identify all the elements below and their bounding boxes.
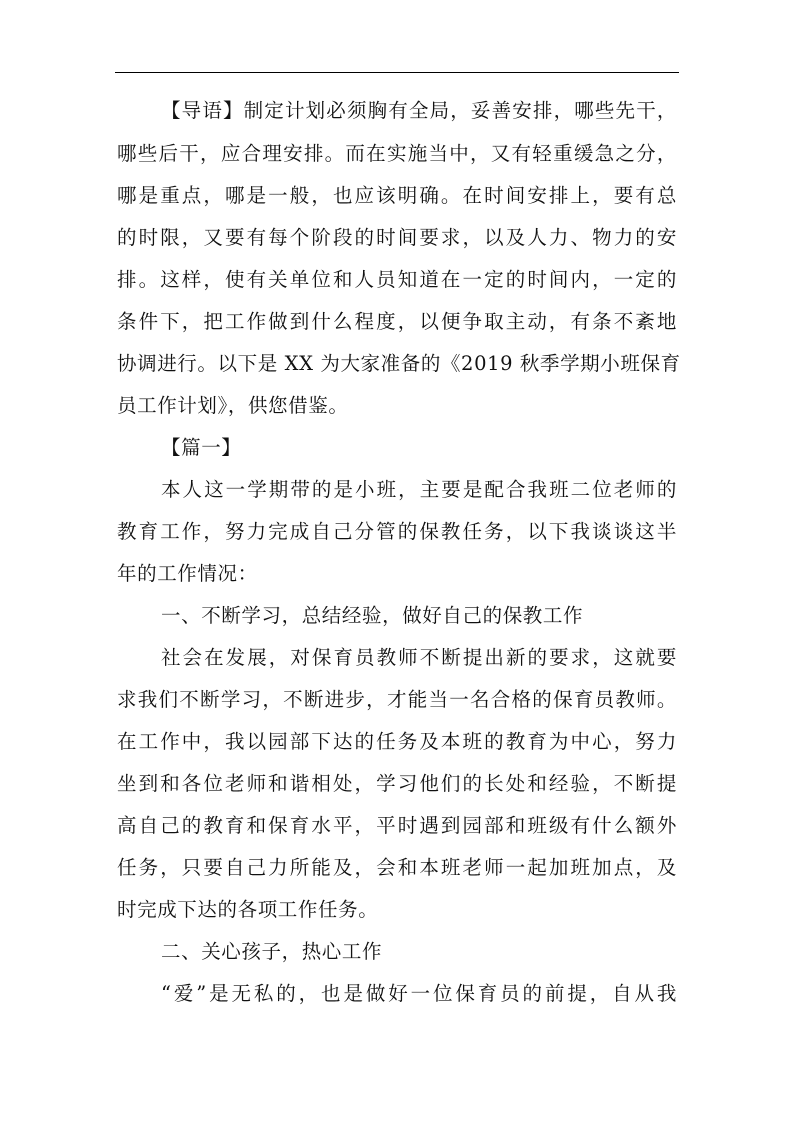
intro-line-3: 哪是重点，哪是一般，也应该明确。在时间安排上，要有总 xyxy=(117,184,677,207)
section-heading-part-one: 【篇一】 xyxy=(161,436,242,459)
body-line-2: 教育工作，努力完成自己分管的保教任务，以下我谈谈这半 xyxy=(117,520,677,543)
intro-line-5: 排。这样，使有关单位和人员知道在一定的时间内，一定的 xyxy=(117,268,677,291)
body-line-3: 年的工作情况： xyxy=(117,562,258,585)
body-line-9: 任务，只要自己力所能及，会和本班老师一起加班加点，及 xyxy=(117,856,677,879)
body-line-8: 高自己的教育和保育水平，平时遇到园部和班级有什么额外 xyxy=(117,814,677,837)
subheading-two: 二、关心孩子，热心工作 xyxy=(161,940,383,963)
intro-line-7: 协调进行。以下是 XX 为大家准备的《2019 秋季学期小班保育 xyxy=(117,352,681,375)
intro-line-6: 条件下，把工作做到什么程度，以便争取主动，有条不紊地 xyxy=(117,310,677,333)
intro-line-2: 哪些后干，应合理安排。而在实施当中，又有轻重缓急之分， xyxy=(117,142,677,165)
intro-line-4: 的时限，又要有每个阶段的时间要求，以及人力、物力的安 xyxy=(117,226,677,249)
body-line-5: 求我们不断学习，不断进步，才能当一名合格的保育员教师。 xyxy=(117,688,677,711)
body-line-11: “爱”是无私的，也是做好一位保育员的前提，自从我 xyxy=(161,982,677,1005)
header-rule xyxy=(115,72,679,73)
body-line-1: 本人这一学期带的是小班，主要是配合我班二位老师的 xyxy=(161,478,677,501)
subheading-one: 一、不断学习，总结经验，做好自己的保教工作 xyxy=(161,604,584,627)
body-line-7: 坐到和各位老师和谐相处，学习他们的长处和经验，不断提 xyxy=(117,772,677,795)
body-line-4: 社会在发展，对保育员教师不断提出新的要求，这就要 xyxy=(161,646,677,669)
intro-line-1: 【导语】制定计划必须胸有全局，妥善安排，哪些先干， xyxy=(161,99,677,122)
intro-line-8: 员工作计划》，供您借鉴。 xyxy=(117,394,349,417)
body-line-6: 在工作中，我以园部下达的任务及本班的教育为中心，努力 xyxy=(117,730,677,753)
body-line-10: 时完成下达的各项工作任务。 xyxy=(117,898,379,921)
